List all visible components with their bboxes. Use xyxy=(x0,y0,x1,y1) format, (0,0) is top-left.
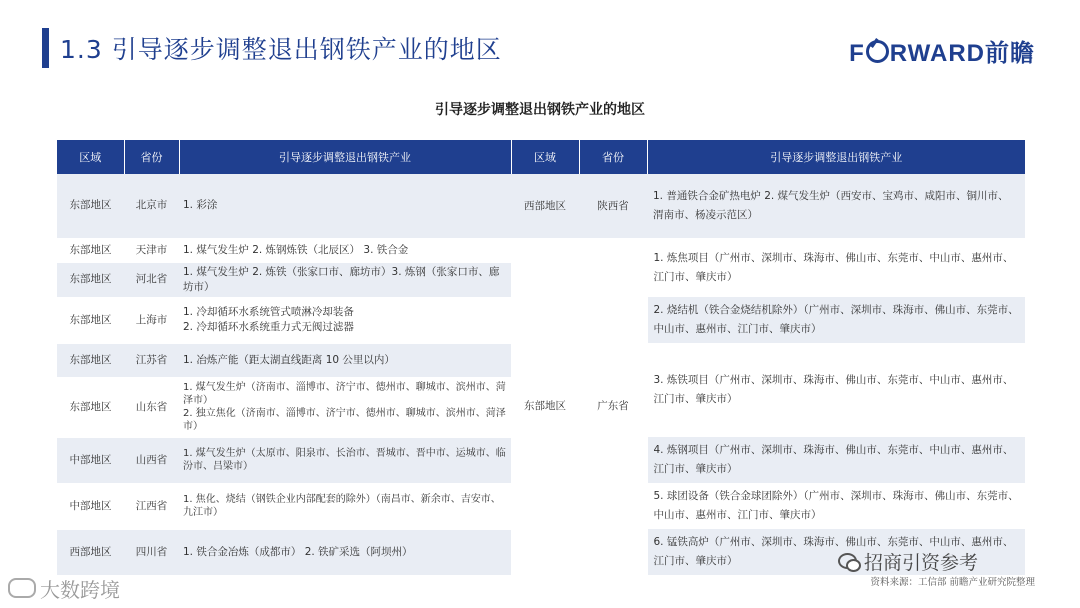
wechat-watermark xyxy=(838,548,978,575)
province-cell: 四川省 xyxy=(124,529,179,575)
region-cell: 中部地区 xyxy=(57,483,124,529)
region-cell: 西部地区 xyxy=(511,174,579,238)
logo-power-icon xyxy=(866,40,889,63)
source-note: 资料来源：工信部 前瞻产业研究院整理 xyxy=(870,577,1035,588)
province-cell: 山西省 xyxy=(124,437,179,483)
content-cell: 2. 烧结机（铁合金烧结机除外）（广州市、深圳市、珠海市、佛山市、东莞市、中山市、惠州市、江门市、肇庆市） xyxy=(647,297,1025,343)
content-cell: 4. 炼钢项目（广州市、深圳市、珠海市、佛山市、东莞市、中山市、惠州市、江门市、肇庆市） xyxy=(647,437,1025,483)
col-header-content-right: 引导逐步调整退出钢铁产业 xyxy=(647,140,1025,174)
brand-label: 大数跨境 xyxy=(40,578,120,602)
province-cell: 陕西省 xyxy=(579,174,647,238)
province-cell: 北京市 xyxy=(124,174,179,238)
content-cell: 1. 彩涂 xyxy=(179,174,511,238)
region-cell: 东部地区 xyxy=(57,377,124,437)
province-cell: 山东省 xyxy=(124,377,179,437)
region-cell: 东部地区 xyxy=(57,297,124,343)
table-row xyxy=(57,174,1025,238)
province-cell: 江苏省 xyxy=(124,343,179,377)
brand-watermark xyxy=(8,574,120,603)
col-header-province-left: 省份 xyxy=(124,140,179,174)
province-cell: 江西省 xyxy=(124,483,179,529)
content-cell: 1. 炼焦项目（广州市、深圳市、珠海市、佛山市、东莞市、中山市、惠州市、江门市、肇庆市） xyxy=(647,238,1025,297)
content-cell: 1. 煤气发生炉（太原市、阳泉市、长治市、晋城市、晋中市、运城市、临汾市、吕梁市） xyxy=(179,437,511,483)
content-cell: 1. 焦化、烧结（钢铁企业内部配套的除外）（南昌市、新余市、吉安市、九江市） xyxy=(179,483,511,529)
content-cell: 6. 锰铁高炉（广州市、深圳市、珠海市、佛山市、东莞市、中山市、惠州市、江门市、肇庆市） xyxy=(647,529,1025,575)
region-cell: 东部地区 xyxy=(57,174,124,238)
province-cell: 天津市 xyxy=(124,238,179,262)
col-header-region-left: 区域 xyxy=(57,140,124,174)
table-title: 引导逐步调整退出钢铁产业的地区 xyxy=(435,102,645,118)
page-title: 1.3 引导逐步调整退出钢铁产业的地区 xyxy=(60,35,502,64)
region-cell: 中部地区 xyxy=(57,437,124,483)
province-cell: 河北省 xyxy=(124,262,179,297)
content-cell: 3. 炼铁项目（广州市、深圳市、珠海市、佛山市、东莞市、中山市、惠州市、江门市、肇庆市） xyxy=(647,343,1025,437)
regions-table xyxy=(57,140,1025,575)
region-cell: 东部地区 xyxy=(511,238,579,575)
region-cell: 东部地区 xyxy=(57,238,124,262)
content-cell: 1. 煤气发生炉 2. 炼铁（张家口市、廊坊市）3. 炼钢（张家口市、廊坊市） xyxy=(179,262,511,297)
col-header-region-right: 区域 xyxy=(511,140,579,174)
brand-logo-icon xyxy=(8,578,36,598)
wechat-icon xyxy=(838,553,860,571)
col-header-content-left: 引导逐步调整退出钢铁产业 xyxy=(179,140,511,174)
region-cell: 西部地区 xyxy=(57,529,124,575)
content-cell: 1. 冷却循环水系统管式喷淋冷却装备 2. 冷却循环水系统重力式无阀过滤器 xyxy=(179,297,511,343)
table-row xyxy=(57,238,1025,262)
region-cell: 东部地区 xyxy=(57,262,124,297)
content-cell: 1. 铁合金冶炼（成都市） 2. 铁矿采选（阿坝州） xyxy=(179,529,511,575)
col-header-province-right: 省份 xyxy=(579,140,647,174)
content-cell: 5. 球团设备（铁合金球团除外）（广州市、深圳市、珠海市、佛山市、东莞市、中山市、惠州市、江门市、肇庆市） xyxy=(647,483,1025,529)
table-header-row xyxy=(57,140,1025,174)
content-cell: 1. 冶炼产能（距太湖直线距离 10 公里以内） xyxy=(179,343,511,377)
content-cell: 1. 普通铁合金矿热电炉 2. 煤气发生炉（西安市、宝鸡市、咸阳市、铜川市、渭南市、杨凌示范区） xyxy=(647,174,1025,238)
province-cell: 广东省 xyxy=(579,238,647,575)
province-cell: 上海市 xyxy=(124,297,179,343)
logo-text-pre: F xyxy=(849,40,865,67)
content-cell: 1. 煤气发生炉（济南市、淄博市、济宁市、德州市、聊城市、滨州市、菏泽市） 2. 独立焦化（济南市、淄博市、济宁市、德州市、聊城市、滨州市、菏泽市） xyxy=(179,377,511,437)
forward-logo xyxy=(849,33,1035,68)
region-cell: 东部地区 xyxy=(57,343,124,377)
content-cell: 1. 煤气发生炉 2. 炼钢炼铁（北辰区） 3. 铁合金 xyxy=(179,238,511,262)
logo-text-post: RWARD前瞻 xyxy=(889,40,1035,67)
title-accent-bar xyxy=(42,28,49,68)
wechat-label: 招商引资参考 xyxy=(864,552,979,574)
